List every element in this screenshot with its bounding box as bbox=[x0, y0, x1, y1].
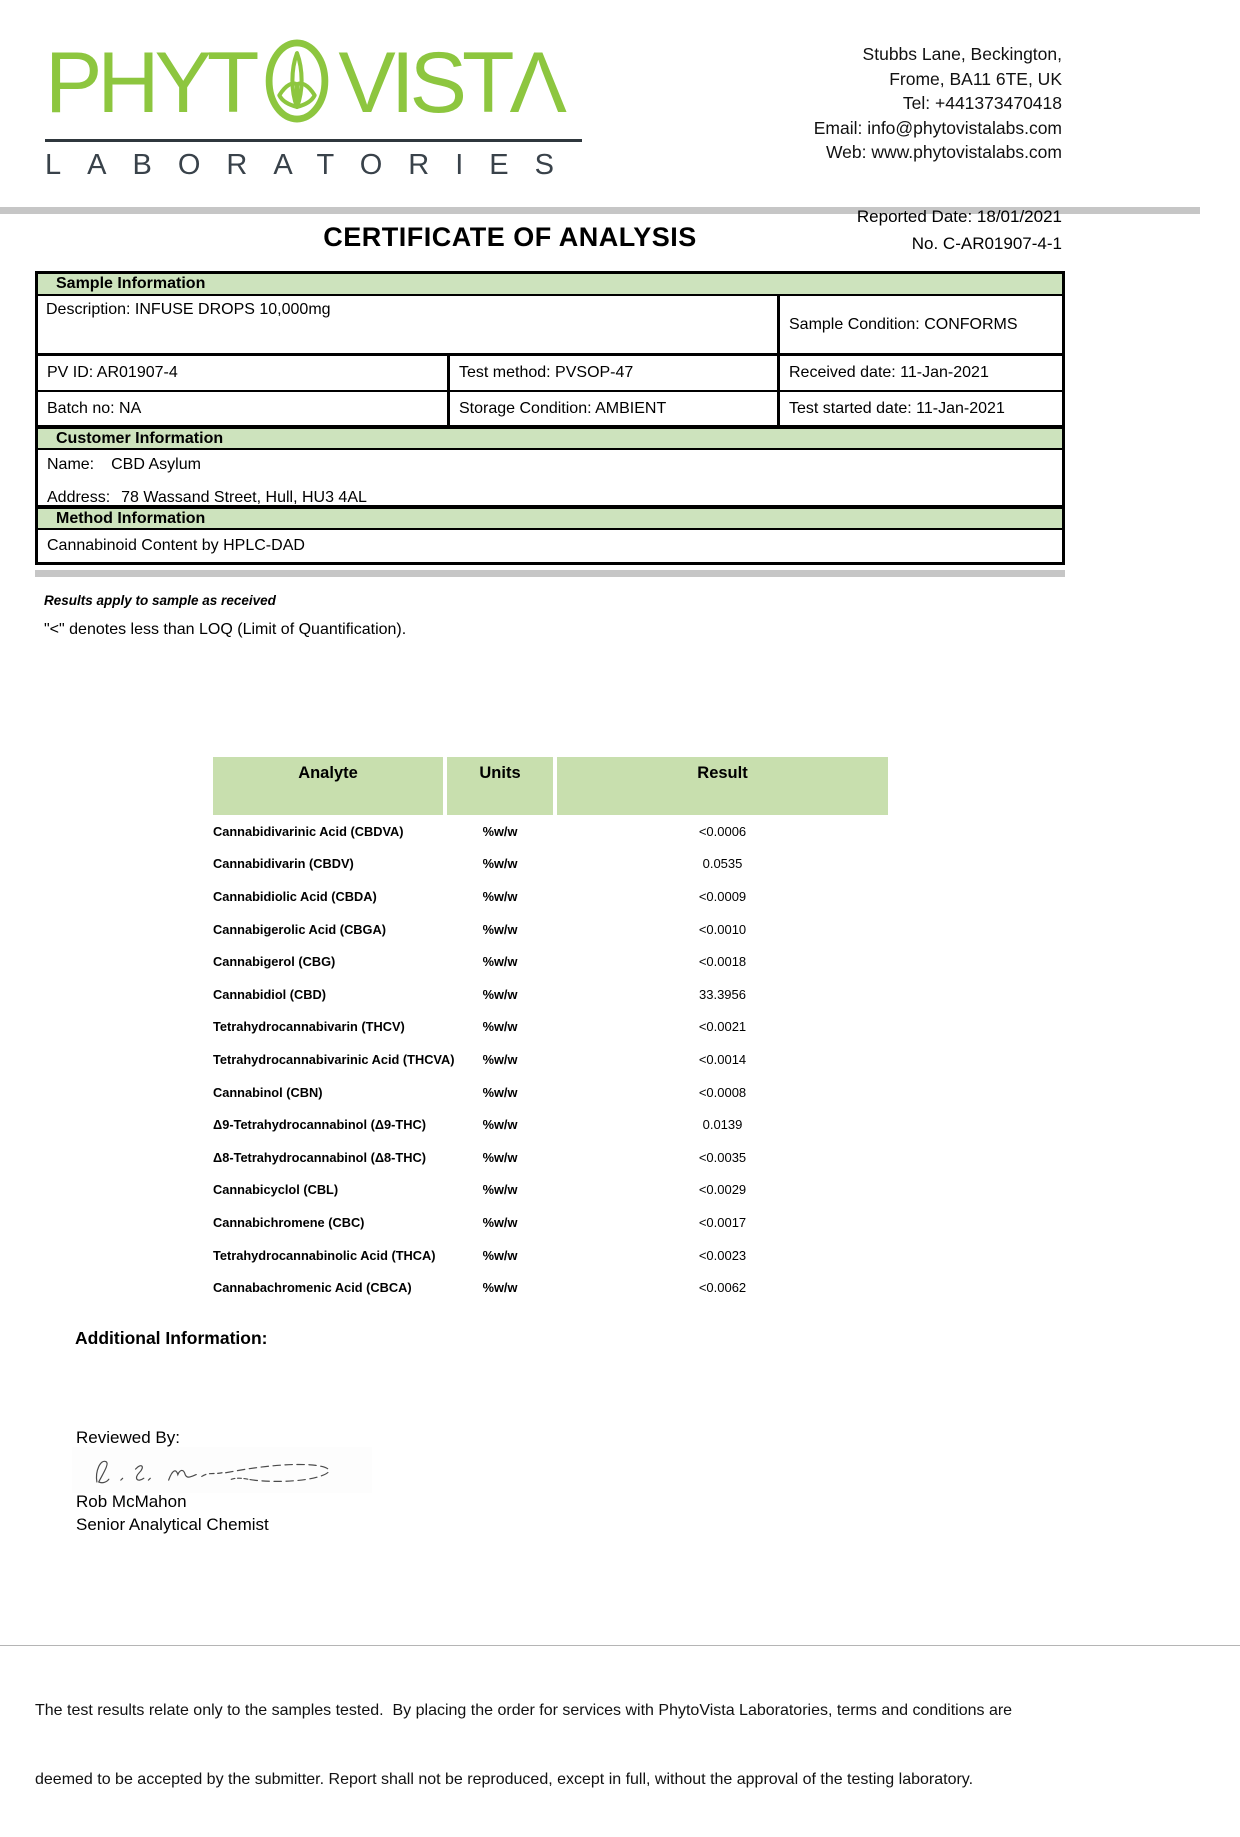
sample-row-1 bbox=[38, 356, 1062, 392]
analyte-result: <0.0029 bbox=[698, 1182, 747, 1198]
analyte-result: <0.0006 bbox=[698, 823, 747, 839]
analyte-name: Tetrahydrocannabivarin (THCV) bbox=[213, 1019, 405, 1035]
results-table bbox=[213, 757, 888, 1304]
analyte-units: %w/w bbox=[482, 1280, 518, 1296]
reviewed-by-label: Reviewed By: bbox=[76, 1428, 180, 1447]
table-row bbox=[213, 1141, 888, 1174]
logo-subtitle: LABORATORIES bbox=[45, 149, 580, 181]
analyte-name: Tetrahydrocannabivarinic Acid (THCVA) bbox=[213, 1051, 455, 1067]
analyte-name: Cannabicyclol (CBL) bbox=[213, 1182, 339, 1198]
analyte-result: <0.0010 bbox=[698, 921, 747, 937]
sample-condition: Sample Condition: CONFORMS bbox=[789, 315, 1018, 333]
contact-line: Tel: +441373470418 bbox=[902, 93, 1062, 113]
customer-address-label: Address: bbox=[47, 489, 111, 506]
certificate-number: No. C-AR01907-4-1 bbox=[911, 234, 1062, 253]
analyte-units: %w/w bbox=[482, 888, 518, 904]
analyte-name: Cannabidivarin (CBDV) bbox=[213, 856, 354, 872]
reviewer-name: Rob McMahon bbox=[76, 1492, 187, 1511]
disclaimer-line-2: deemed to be accepted by the submitter. Report shall not be reproduced, except in full, without the approval of the testing laboratory. bbox=[35, 1771, 974, 1788]
table-row bbox=[213, 1076, 888, 1109]
analyte-result: <0.0017 bbox=[698, 1214, 747, 1230]
analyte-units: %w/w bbox=[482, 1019, 518, 1035]
signature-scribble-icon bbox=[72, 1447, 372, 1493]
customer-name-label: Name: bbox=[47, 456, 95, 473]
reported-date: Reported Date: 18/01/2021 bbox=[856, 207, 1062, 226]
analyte-units: %w/w bbox=[482, 856, 518, 872]
contact-line: Web: www.phytovistalabs.com bbox=[825, 142, 1062, 162]
batch-no: Batch no: NA bbox=[38, 392, 450, 425]
analyte-result: <0.0035 bbox=[698, 1149, 747, 1165]
analyte-result: 0.0535 bbox=[702, 856, 743, 872]
method-information-header: Method Information bbox=[38, 508, 1062, 530]
customer-name-value: CBD Asylum bbox=[111, 456, 201, 473]
analyte-units: %w/w bbox=[482, 823, 518, 839]
pv-id: PV ID: AR01907-4 bbox=[38, 356, 450, 390]
received-date: Received date: 11-Jan-2021 bbox=[789, 364, 989, 381]
analyte-result: 33.3956 bbox=[699, 986, 746, 1002]
analyte-units: %w/w bbox=[482, 986, 518, 1002]
analyte-result: 0.0139 bbox=[702, 1117, 743, 1133]
customer-information-header: Customer Information bbox=[38, 428, 1062, 450]
phytovista-logo bbox=[45, 30, 590, 182]
logo-text-left: PHYT bbox=[45, 34, 255, 131]
logo-text-right: VISTΛ bbox=[338, 34, 562, 131]
analyte-units: %w/w bbox=[482, 1214, 518, 1230]
test-started-date: Test started date: 11-Jan-2021 bbox=[789, 399, 1005, 417]
analyte-result: <0.0018 bbox=[698, 954, 747, 970]
customer-name-line bbox=[47, 456, 1053, 474]
results-table-body bbox=[213, 815, 888, 1304]
table-row bbox=[213, 1271, 888, 1304]
analyte-result: <0.0014 bbox=[698, 1051, 747, 1067]
table-shadow-bar bbox=[35, 570, 1065, 577]
analyte-result: <0.0021 bbox=[698, 1019, 747, 1035]
report-meta bbox=[857, 203, 1062, 257]
analyte-units: %w/w bbox=[482, 954, 518, 970]
leaf-icon bbox=[263, 35, 331, 127]
contact-line: Email: info@phytovistalabs.com bbox=[813, 117, 1062, 138]
table-row bbox=[213, 1011, 888, 1044]
table-row bbox=[213, 913, 888, 946]
customer-details bbox=[38, 450, 1062, 508]
analyte-units: %w/w bbox=[482, 1149, 518, 1165]
sample-received-note: Results apply to sample as received bbox=[44, 593, 276, 608]
analyte-name: Cannabidivarinic Acid (CBDVA) bbox=[213, 823, 404, 839]
analyte-result: <0.0009 bbox=[698, 888, 747, 904]
table-row bbox=[213, 1043, 888, 1076]
sample-description: Description: INFUSE DROPS 10,000mg bbox=[38, 296, 780, 353]
analyte-name: Δ9-Tetrahydrocannabinol (Δ9-THC) bbox=[213, 1117, 426, 1133]
table-row bbox=[213, 978, 888, 1011]
analyte-units: %w/w bbox=[482, 1247, 518, 1263]
footer-disclaimer bbox=[35, 1653, 1210, 1837]
analyte-units: %w/w bbox=[482, 1117, 518, 1133]
analyte-name: Cannabachromenic Acid (CBCA) bbox=[213, 1280, 412, 1296]
contact-line: Frome, BA11 6TE, UK bbox=[889, 68, 1062, 89]
table-row bbox=[213, 1239, 888, 1272]
disclaimer-line-1: The test results relate only to the samples tested. By placing the order for services with PhytoVista Laboratories, terms and conditions are bbox=[35, 1702, 1013, 1719]
reviewer-title: Senior Analytical Chemist bbox=[76, 1515, 269, 1534]
analyte-name: Cannabidiolic Acid (CBDA) bbox=[213, 888, 377, 904]
table-row bbox=[213, 1108, 888, 1141]
table-row bbox=[213, 848, 888, 881]
sample-row-2 bbox=[38, 392, 1062, 428]
storage-condition: Storage Condition: AMBIENT bbox=[450, 392, 780, 425]
table-row bbox=[213, 880, 888, 913]
analyte-result: <0.0062 bbox=[698, 1280, 747, 1296]
analyte-name: Cannabigerol (CBG) bbox=[213, 954, 336, 970]
analyte-result: <0.0008 bbox=[698, 1084, 747, 1100]
method-name: Cannabinoid Content by HPLC-DAD bbox=[47, 537, 305, 554]
footer-divider bbox=[0, 1645, 1240, 1646]
test-method: Test method: PVSOP-47 bbox=[450, 356, 780, 390]
contact-line: Stubbs Lane, Beckington, bbox=[862, 44, 1062, 64]
description-row bbox=[38, 296, 1062, 356]
additional-information-label: Additional Information: bbox=[75, 1328, 268, 1348]
table-row bbox=[213, 945, 888, 978]
page-title: CERTIFICATE OF ANALYSIS bbox=[323, 222, 697, 252]
table-row bbox=[213, 1206, 888, 1239]
analyte-units: %w/w bbox=[482, 921, 518, 937]
results-table-header bbox=[213, 757, 888, 815]
analyte-name: Δ8-Tetrahydrocannabinol (Δ8-THC) bbox=[213, 1149, 426, 1165]
analyte-units: %w/w bbox=[482, 1051, 518, 1067]
loq-note: "<" denotes less than LOQ (Limit of Quantification). bbox=[44, 621, 407, 638]
info-table bbox=[35, 271, 1065, 565]
analyte-units: %w/w bbox=[482, 1084, 518, 1100]
table-row bbox=[213, 815, 888, 848]
analyte-units: %w/w bbox=[482, 1182, 518, 1198]
analyte-name: Cannabigerolic Acid (CBGA) bbox=[213, 921, 387, 937]
analyte-name: Cannabichromene (CBC) bbox=[213, 1214, 365, 1230]
analyte-name: Cannabinol (CBN) bbox=[213, 1084, 323, 1100]
analyte-name: Tetrahydrocannabinolic Acid (THCA) bbox=[213, 1247, 436, 1263]
analyte-result: <0.0023 bbox=[698, 1247, 747, 1263]
customer-address-line bbox=[47, 489, 1053, 507]
column-header-result: Result bbox=[557, 757, 888, 815]
column-header-analyte: Analyte bbox=[213, 757, 443, 815]
sample-information-header: Sample Information bbox=[38, 274, 1062, 296]
analyte-name: Cannabidiol (CBD) bbox=[213, 986, 327, 1002]
customer-address-value: 78 Wassand Street, Hull, HU3 4AL bbox=[121, 489, 367, 506]
lab-contact-info bbox=[814, 42, 1062, 165]
logo-wordmark bbox=[45, 30, 590, 135]
column-header-units: Units bbox=[447, 757, 553, 815]
logo-divider bbox=[45, 139, 582, 142]
table-row bbox=[213, 1174, 888, 1207]
signature-image bbox=[72, 1447, 372, 1493]
